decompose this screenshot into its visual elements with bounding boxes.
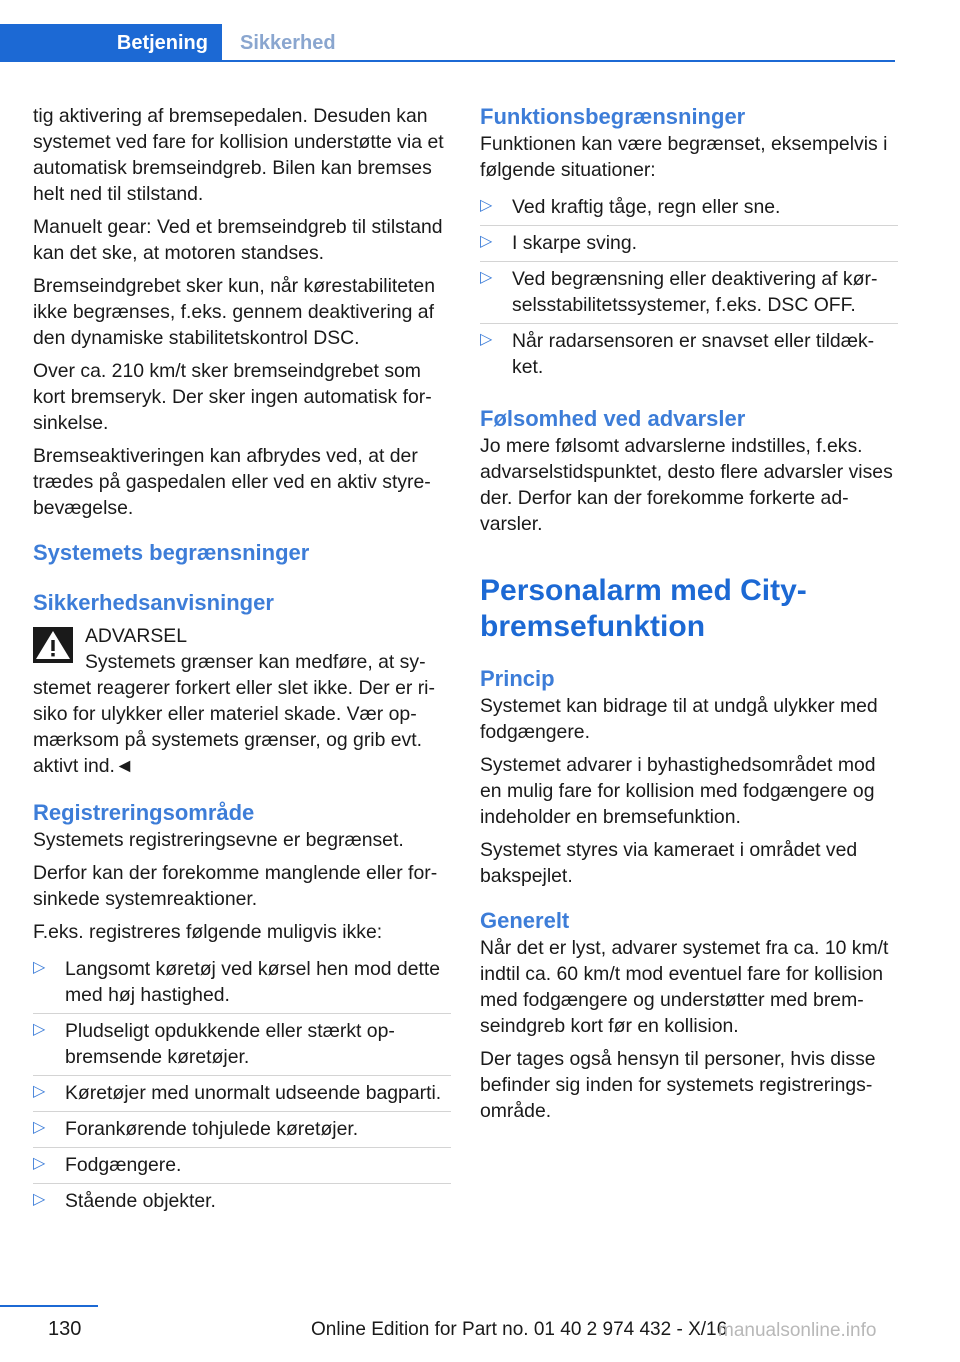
list-item bbox=[33, 1075, 451, 1111]
triangle-bullet-icon: ▷ bbox=[33, 1155, 46, 1172]
paragraph: Jo mere følsomt advarslerne indstilles, f.eks. advarselstidspunktet, desto flere advarsler vises der. Derfor kan der forekomme forkerte advarsler. bbox=[480, 435, 893, 535]
section-heading: Generelt bbox=[480, 908, 570, 933]
list-item-text: Ved begrænsning eller deaktivering af kørselsstabilitetssystemer, f.eks. DSC OFF. bbox=[512, 268, 878, 316]
list-item bbox=[480, 190, 898, 225]
triangle-bullet-icon: ▷ bbox=[33, 959, 46, 976]
paragraph: Derfor kan der forekomme manglende eller forsinkede systemreaktioner. bbox=[33, 862, 438, 910]
section-heading: Systemets begrænsninger bbox=[33, 540, 310, 565]
warning-text bbox=[33, 649, 451, 779]
list-item-text: Forankørende tohjulede køretøjer. bbox=[65, 1118, 359, 1140]
triangle-bullet-icon: ▷ bbox=[33, 1021, 46, 1038]
warning-title: ADVARSEL bbox=[85, 625, 188, 647]
chapter-heading: Personalarm med City-bremsefunktion bbox=[480, 574, 807, 643]
warning-box bbox=[33, 623, 451, 649]
tab-sikkerhed[interactable]: Sikkerhed bbox=[240, 31, 336, 54]
triangle-bullet-icon: ▷ bbox=[480, 269, 493, 286]
paragraph: Manuelt gear: Ved et bremseindgreb til stilstand kan det ske, at motoren standses. bbox=[33, 216, 443, 264]
triangle-bullet-icon: ▷ bbox=[33, 1083, 46, 1100]
paragraph: Når det er lyst, advarer systemet fra ca. 10 km/t indtil ca. 60 km/t mod eventuel fare for kollision med fodgængere og understøtter med bremseindgreb kort før en kollision. bbox=[480, 937, 889, 1037]
list-item-text: Køretøjer med unormalt udseende bagparti. bbox=[65, 1082, 442, 1104]
list-item bbox=[33, 1147, 451, 1183]
edition-note: Online Edition for Part no. 01 40 2 974 432 - X/16 bbox=[311, 1319, 728, 1340]
paragraph: Systemet advarer i byhastighedsområdet mod en mulig fare for kollision med fodgængere og indeholder en bremsefunktion. bbox=[480, 754, 876, 828]
list-item-text: Fodgængere. bbox=[65, 1154, 182, 1176]
triangle-bullet-icon: ▷ bbox=[33, 1119, 46, 1136]
chapter-tabs bbox=[0, 24, 895, 62]
list-item-text: I skarpe sving. bbox=[512, 232, 638, 254]
section-heading: Funktionsbegrænsninger bbox=[480, 104, 746, 129]
page-number: 130 bbox=[48, 1318, 82, 1340]
list-item bbox=[33, 1013, 451, 1075]
section-heading: Sikkerhedsanvisninger bbox=[33, 590, 274, 615]
paragraph: tig aktivering af bremsepedalen. Desuden kan systemet ved fare for kollision understøtte via et automatisk bremseindgreb. Bilen kan bremses helt ned til stilstand. bbox=[33, 105, 444, 205]
triangle-bullet-icon: ▷ bbox=[480, 331, 493, 348]
watermark: manualsonline.info bbox=[718, 1320, 877, 1341]
warning-body: Systemets grænser kan medføre, at systemet reagerer forkert eller slet ikke. Der er risiko for ulykker eller materiel skade. Vær opmærksom på systemets grænser, og grib evt. aktivt ind.◄ bbox=[33, 651, 435, 777]
list-item-text: Når radarsensoren er snavset eller tildækket. bbox=[512, 330, 875, 378]
section-heading: Princip bbox=[480, 666, 555, 691]
list-item-text: Langsomt køretøj ved kørsel hen mod dette med høj hastighed. bbox=[65, 958, 441, 1006]
paragraph: F.eks. registreres følgende muligvis ikke: bbox=[33, 921, 383, 943]
list-item bbox=[480, 323, 898, 385]
triangle-bullet-icon: ▷ bbox=[480, 197, 493, 214]
paragraph: Systemet styres via kameraet i området ved bakspejlet. bbox=[480, 839, 858, 887]
list-item bbox=[480, 225, 898, 261]
triangle-bullet-icon: ▷ bbox=[480, 233, 493, 250]
list-item-text: Ved kraftig tåge, regn eller sne. bbox=[512, 196, 781, 218]
left-column bbox=[33, 103, 451, 1226]
list-item-text: Stående objekter. bbox=[65, 1190, 216, 1212]
section-heading: Følsomhed ved advarsler bbox=[480, 406, 746, 431]
list-item bbox=[33, 1111, 451, 1147]
warning-triangle-icon bbox=[33, 627, 73, 663]
paragraph: Der tages også hensyn til personer, hvis disse befinder sig inden for systemets registreringsområde. bbox=[480, 1048, 876, 1122]
paragraph: Over ca. 210 km/t sker bremseindgrebet som kort bremseryk. Der sker ingen automatisk forsinkelse. bbox=[33, 360, 432, 434]
right-column bbox=[480, 103, 898, 1131]
bullet-list bbox=[480, 190, 898, 385]
list-item-text: Pludseligt opdukkende eller stærkt opbremsende køretøjer. bbox=[65, 1020, 395, 1068]
paragraph: Funktionen kan være begrænset, eksempelvis i følgende situationer: bbox=[480, 133, 888, 181]
paragraph: Bremseindgrebet sker kun, når kørestabiliteten ikke begrænses, f.eks. gennem deaktivering af den dynamiske stabilitetskontrol DSC. bbox=[33, 275, 436, 349]
footer-rule bbox=[0, 1305, 98, 1307]
tab-betjening[interactable]: Betjening bbox=[0, 24, 222, 62]
bullet-list bbox=[33, 952, 451, 1219]
paragraph: Bremseaktiveringen kan afbrydes ved, at der trædes på gaspedalen eller ved en aktiv styrebevægelse. bbox=[33, 445, 431, 519]
tab-underline bbox=[0, 60, 895, 62]
paragraph: Systemets registreringsevne er begrænset. bbox=[33, 829, 404, 851]
list-item bbox=[33, 952, 451, 1013]
list-item bbox=[480, 261, 898, 323]
triangle-bullet-icon: ▷ bbox=[33, 1191, 46, 1208]
paragraph: Systemet kan bidrage til at undgå ulykker med fodgængere. bbox=[480, 695, 878, 743]
section-heading: Registreringsområde bbox=[33, 800, 255, 825]
list-item bbox=[33, 1183, 451, 1219]
